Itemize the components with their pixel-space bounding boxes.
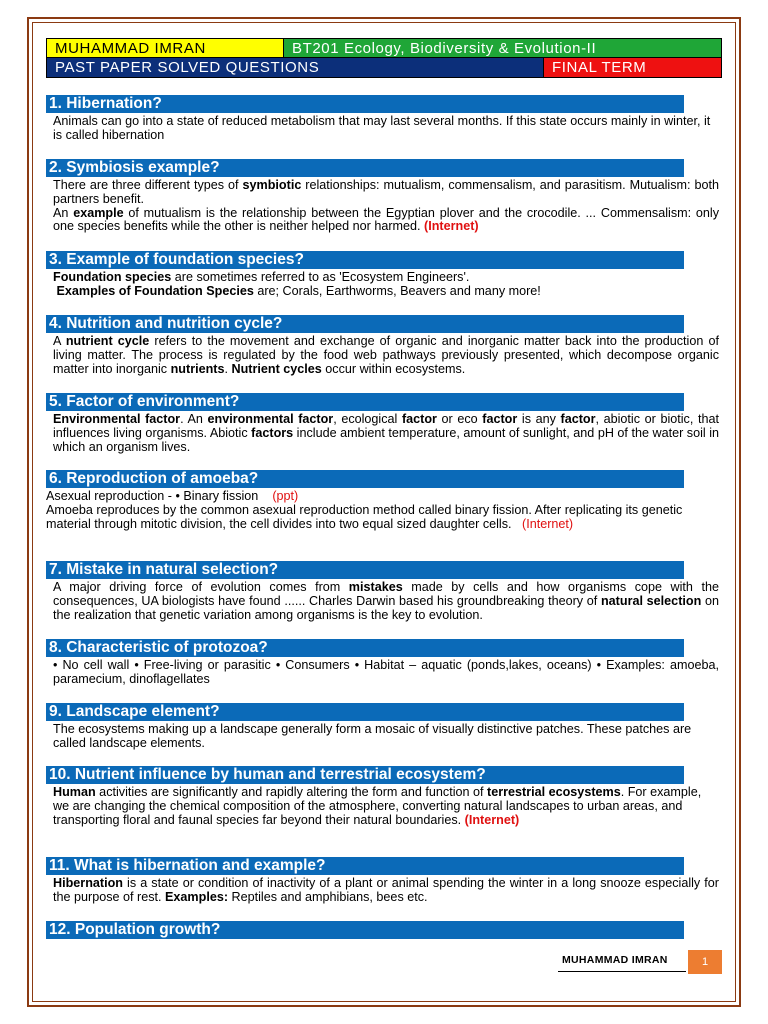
answer-paragraph — [53, 205, 723, 235]
answer-paragraph — [53, 876, 723, 905]
answer-text: A major driving force of evolution comes from — [53, 580, 349, 594]
question-heading-1: 1. Hibernation? — [46, 95, 684, 113]
answer-text: Examples of Foundation Species — [56, 283, 254, 298]
answer-text: (Internet) — [424, 219, 479, 234]
answer-text: Foundation species — [53, 270, 172, 284]
question-heading-8: 8. Characteristic of protozoa? — [46, 639, 684, 657]
answer-text: . For example, we are changing the chemical composition of the atmosphere, converting natural landscapes to urban areas, and transporting floral and faunal species far beyond their natural boundaries. — [53, 785, 705, 827]
answer-text: are; Corals, Earthworms, Beavers and many more! — [253, 283, 541, 298]
answer-text: (Internet) — [464, 812, 520, 827]
answer-text: Amoeba reproduces by the common asexual reproduction method called binary fission. After replicating its genetic material through mitotic division, the cell divides into two equal sized daughter cells. — [46, 502, 686, 531]
answer-5 — [53, 412, 723, 454]
answer-text: example — [73, 205, 124, 220]
answer-paragraph — [53, 271, 719, 285]
answer-text: is a state or condition of inactivity of a plant or animal spending the winter in a long snooze especially for the purpose of rest. — [53, 876, 723, 904]
answer-6 — [46, 490, 719, 531]
answer-text: or eco — [436, 412, 483, 426]
answer-text: mistakes — [348, 580, 403, 594]
answer-text: . An — [180, 412, 208, 426]
answer-paragraph — [53, 580, 723, 622]
answer-text: The ecosystems making up a landscape generally form a mosaic of visually distinctive patches. These patches are called landscape elements. — [53, 722, 695, 750]
answer-text: activities are significantly and rapidly altering the form and function of — [95, 785, 487, 799]
answer-text: Reptiles and amphibians, bees etc. — [228, 889, 428, 904]
answer-text: factor — [482, 412, 518, 426]
question-heading-3: 3. Example of foundation species? — [46, 251, 684, 269]
answer-text: relationships: mutualism, commensalism, and parasitism. Mutualism: both partners benefit. — [53, 178, 723, 206]
answer-text: A — [53, 334, 66, 348]
answer-text: on the realization that genetic variation among organisms is the key to evolution. — [53, 593, 723, 622]
question-heading-12: 12. Population growth? — [46, 921, 684, 939]
answer-text: (Internet) — [522, 516, 574, 531]
answer-text: include ambient temperature, amount of sunlight, and pH of the water soil in which an organism lives. — [53, 425, 723, 454]
question-heading-5: 5. Factor of environment? — [46, 393, 684, 411]
document-subtitle-cell: PAST PAPER SOLVED QUESTIONS — [47, 58, 544, 77]
header-row-top — [46, 38, 722, 58]
term-cell: FINAL TERM — [544, 58, 721, 77]
answer-paragraph — [53, 786, 719, 827]
answer-paragraph — [53, 412, 723, 454]
answer-text: There are three different types of — [53, 178, 243, 192]
answer-text: factors — [251, 425, 294, 440]
answer-text: (ppt) — [272, 489, 299, 503]
answer-text: Animals can go into a state of reduced metabolism that may last several months. If this state occurs mainly in winter, it is called hibernation — [53, 114, 714, 142]
answer-text: are sometimes referred to as 'Ecosystem Engineers'. — [171, 270, 470, 284]
answer-text: factor — [560, 412, 596, 426]
answer-text: , abiotic or biotic, that influences living organisms. Abiotic — [53, 412, 723, 440]
answer-paragraph — [46, 490, 719, 504]
question-heading-7: 7. Mistake in natural selection? — [46, 561, 684, 579]
answer-10 — [53, 786, 719, 827]
answer-text: . — [224, 361, 232, 376]
answer-7 — [53, 580, 723, 622]
answer-paragraph — [53, 115, 719, 143]
answer-text: Human — [53, 785, 96, 799]
answer-paragraph — [53, 285, 719, 299]
page-number: 1 — [688, 950, 722, 974]
course-title-cell: BT201 Ecology, Biodiversity & Evolution-II — [284, 39, 721, 57]
answer-text: of mutualism is the relationship between the Egyptian plover and the crocodile. ... Commensalism: only one species benefits while the other is neither helped nor harmed. — [53, 205, 723, 234]
answer-2 — [53, 178, 723, 234]
footer-rule — [558, 971, 686, 972]
author-name-cell: MUHAMMAD IMRAN — [47, 39, 284, 57]
answer-text: Asexual reproduction - • Binary fission — [46, 489, 273, 503]
answer-text: An — [53, 205, 74, 220]
answer-text: Examples: — [165, 889, 229, 904]
answer-paragraph — [53, 658, 723, 687]
answer-text: Environmental factor — [53, 412, 181, 426]
question-heading-10: 10. Nutrient influence by human and terrestrial ecosystem? — [46, 766, 684, 784]
answer-paragraph — [53, 334, 723, 376]
answer-1 — [53, 115, 719, 143]
answer-text: , ecological — [333, 412, 402, 426]
answer-paragraph — [53, 723, 719, 751]
answer-text: nutrients — [170, 361, 225, 376]
answer-text: nutrient cycle — [65, 334, 150, 348]
answer-text: symbiotic — [242, 178, 302, 192]
question-heading-11: 11. What is hibernation and example? — [46, 857, 684, 875]
answer-text: environmental factor — [207, 412, 334, 426]
answer-text: occur within ecosystems. — [321, 361, 466, 376]
answer-text: terrestrial ecosystems — [487, 785, 621, 799]
answer-text: Nutrient cycles — [231, 361, 322, 376]
answer-9 — [53, 723, 719, 751]
answer-11 — [53, 876, 723, 905]
answer-text: made by cells and how organisms cope with the consequences, UA biologists have found ...... Charles Darwin based his groundbreaking theory of — [53, 580, 723, 608]
answer-4 — [53, 334, 723, 376]
answer-text: refers to the movement and exchange of organic and inorganic matter back into the production of living matter. The process is regulated by the food web pathways previously presented, which decompose organic matter into inorganic — [53, 334, 723, 376]
question-heading-9: 9. Landscape element? — [46, 703, 684, 721]
answer-8 — [53, 658, 723, 687]
answer-text: Hibernation — [53, 876, 123, 890]
answer-text: factor — [401, 412, 437, 426]
question-heading-6: 6. Reproduction of amoeba? — [46, 470, 684, 488]
answer-3 — [53, 271, 719, 299]
question-heading-2: 2. Symbiosis example? — [46, 159, 684, 177]
answer-paragraph — [46, 504, 719, 532]
answer-text: • No cell wall • Free-living or parasitic • Consumers • Habitat – aquatic (ponds,lakes, oceans) • Examples: amoeba, paramecium, dinoflagellates — [53, 658, 723, 686]
answer-paragraph — [53, 178, 723, 207]
footer-author: MUHAMMAD IMRAN — [562, 954, 668, 966]
question-heading-4: 4. Nutrition and nutrition cycle? — [46, 315, 684, 333]
answer-text: is any — [517, 412, 561, 426]
header-row-bottom — [46, 58, 722, 78]
answer-text: natural selection — [600, 593, 702, 608]
